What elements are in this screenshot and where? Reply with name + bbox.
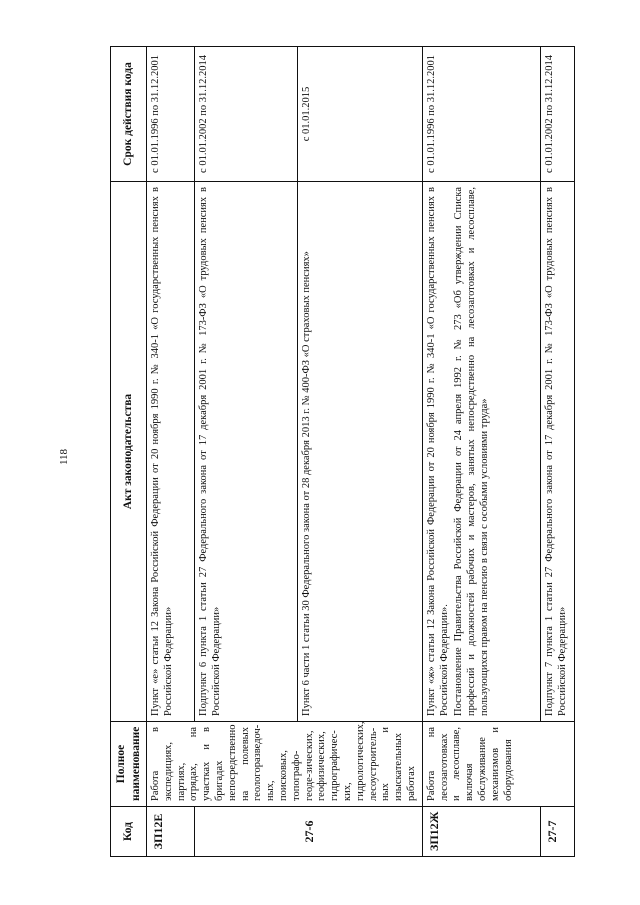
header-term: Срок действия кода — [111, 47, 147, 182]
act-paragraph: Пункт «е» статьи 12 Закона Российской Федерации от 20 ноября 1990 г. № 340-1 «О государственных пенсиях в Российской Федерации» — [150, 187, 174, 716]
code-cell: 27-7 — [540, 807, 575, 857]
act-cell — [147, 182, 195, 722]
act-paragraph: Подпункт 6 пункта 1 статьи 27 Федерального закона от 17 декабря 2001 г. № 173-ФЗ «О трудовых пенсиях в Российской Федерации» — [198, 187, 222, 716]
code-cell: ЗП12Ж — [422, 807, 540, 857]
table-header-row — [111, 47, 147, 857]
act-paragraph: Пункт «ж» статьи 12 Закона Российской Федерации от 20 ноября 1990 г. № 340-1 «О государственных пенсиях в Российской Федерации». — [425, 187, 450, 716]
act-paragraph: Постановление Правительства Российской Федерации от 24 апреля 1992 г. № 273 «Об утверждении Списка профессий и должностей рабочих и мастеров, занятых непосредственно на лесозаготовках и лесосплаве, пользующихся правом на пенсию в связи с особыми условиями труда» — [453, 187, 490, 716]
name-cell: Работа в экспедициях, партиях, отрядах, на участках и в бригадах непосредственно на полевых геологоразведоч-ных, поисковых, топографо-геоде-зических, геофизических, гидрографичес-ких, гидрологических, лесоустроитель-ных и изыскательных работах — [147, 722, 423, 807]
term-cell: с 01.01.2002 по 31.12.2014 — [540, 47, 575, 182]
table-row — [147, 47, 195, 857]
table-row — [422, 47, 540, 857]
rotated-page-content — [110, 47, 568, 857]
act-paragraph: Подпункт 7 пункта 1 статьи 27 Федерального закона от 17 декабря 2001 г. № 173-ФЗ «О трудовых пенсиях в Российской Федерации» — [543, 187, 568, 716]
act-cell — [540, 182, 575, 722]
code-cell: 27-6 — [195, 807, 423, 857]
term-cell: с 01.01.1996 по 31.12.2001 — [422, 47, 540, 182]
term-cell: с 01.01.1996 по 31.12.2001 — [147, 47, 195, 182]
act-cell — [422, 182, 540, 722]
header-act: Акт законодательства — [111, 182, 147, 722]
header-name: Полное наименование — [111, 722, 147, 807]
term-cell: с 01.01.2015 — [297, 47, 422, 182]
page-number: 118 — [58, 448, 70, 466]
act-cell — [195, 182, 298, 722]
code-cell: ЗП12Е — [147, 807, 195, 857]
name-cell: Работа на лесозаготовках и лесосплаве, включая обслуживание механизмов и оборудования — [422, 722, 575, 807]
act-cell — [297, 182, 422, 722]
act-paragraph: Пункт 6 части 1 статьи 30 Федерального закона от 28 декабря 2013 г. № 400-ФЗ «О страховых пенсиях» — [300, 251, 312, 716]
term-cell: с 01.01.2002 по 31.12.2014 — [195, 47, 298, 182]
header-code: Код — [111, 807, 147, 857]
codes-table — [110, 46, 575, 857]
